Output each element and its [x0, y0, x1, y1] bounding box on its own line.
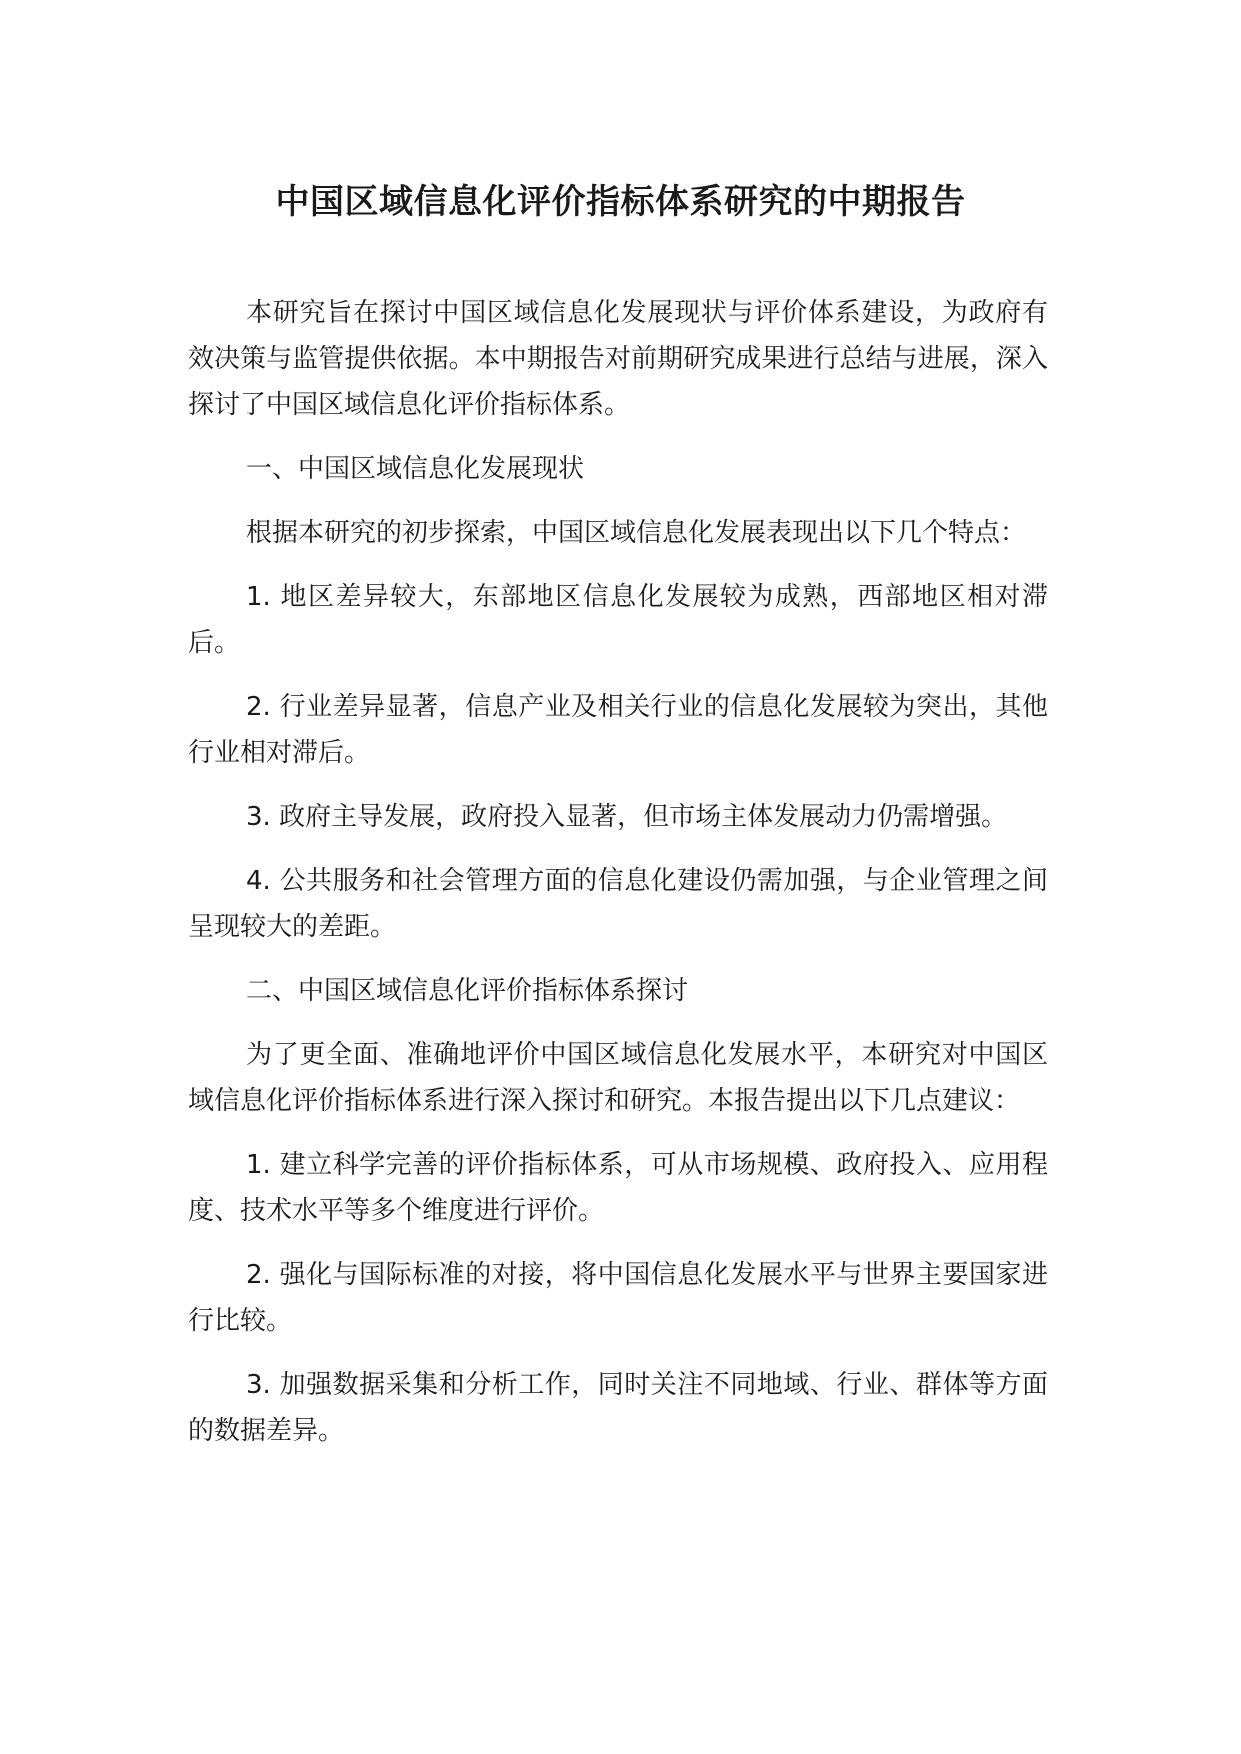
- section-1-item-1: 1. 地区差异较大，东部地区信息化发展较为成熟，西部地区相对滞后。: [188, 582, 1048, 658]
- section-2-item-3: 3. 加强数据采集和分析工作，同时关注不同地域、行业、群体等方面的数据差异。: [188, 1370, 1048, 1446]
- document-title: 中国区域信息化评价指标体系研究的中期报告: [275, 182, 966, 222]
- section-2-item-1: 1. 建立科学完善的评价指标体系，可从市场规模、政府投入、应用程度、技术水平等多个维度进行评价。: [188, 1150, 1048, 1226]
- section-1-item-2: 2. 行业差异显著，信息产业及相关行业的信息化发展较为突出，其他行业相对滞后。: [188, 692, 1048, 768]
- document-body: [188, 290, 1048, 1472]
- section-2-intro: 为了更全面、准确地评价中国区域信息化发展水平，本研究对中国区域信息化评价指标体系进行深入探讨和研究。本报告提出以下几点建议：: [188, 1040, 1048, 1116]
- section-heading-2: 二、中国区域信息化评价指标体系探讨: [246, 976, 689, 1006]
- intro-paragraph: 本研究旨在探讨中国区域信息化发展现状与评价体系建设，为政府有效决策与监管提供依据。本中期报告对前期研究成果进行总结与进展，深入探讨了中国区域信息化评价指标体系。: [188, 298, 1048, 420]
- section-1-item-4: 4. 公共服务和社会管理方面的信息化建设仍需加强，与企业管理之间呈现较大的差距。: [188, 866, 1048, 942]
- section-2-item-2: 2. 强化与国际标准的对接，将中国信息化发展水平与世界主要国家进行比较。: [188, 1260, 1048, 1336]
- section-1-item-3: 3. 政府主导发展，政府投入显著，但市场主体发展动力仍需增强。: [246, 802, 1008, 832]
- section-1-intro: 根据本研究的初步探索，中国区域信息化发展表现出以下几个特点：: [246, 518, 1027, 548]
- section-heading-1: 一、中国区域信息化发展现状: [246, 454, 585, 484]
